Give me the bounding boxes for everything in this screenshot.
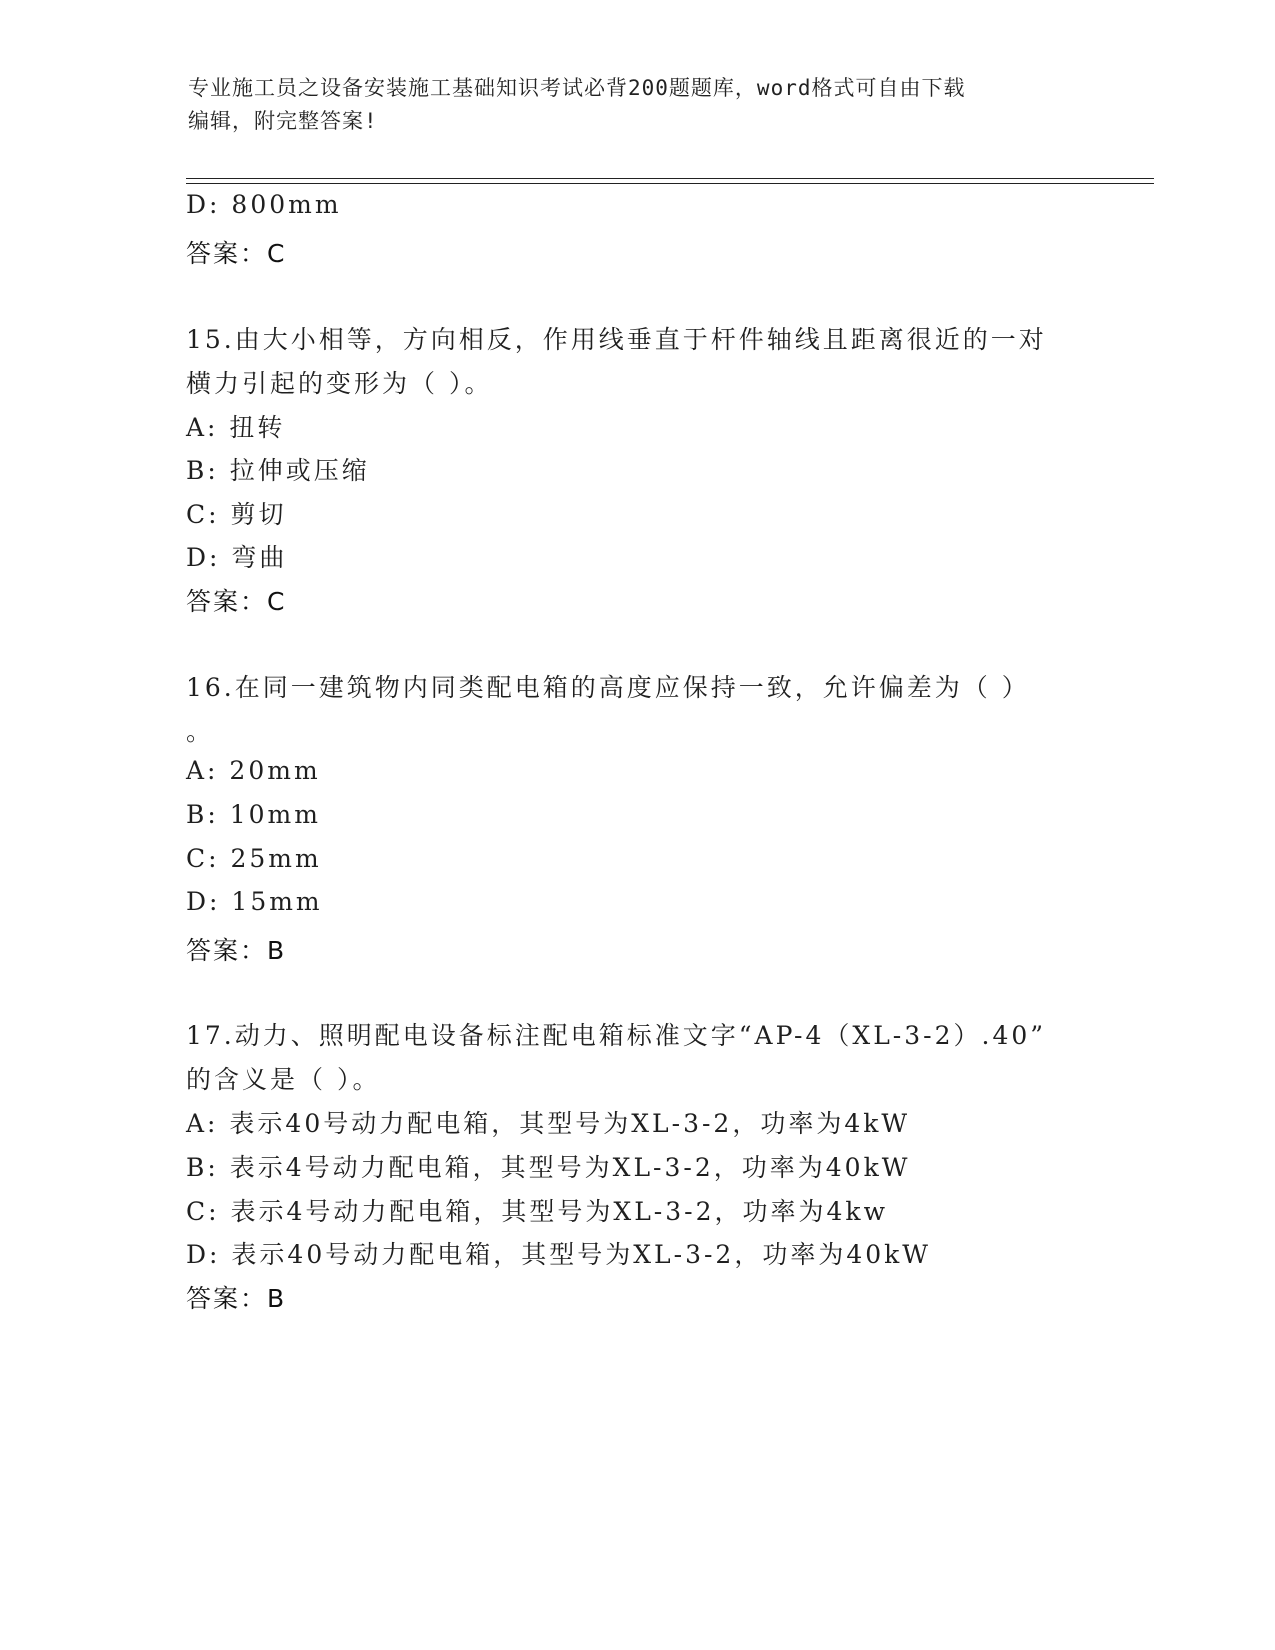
q15-stem-line-2: 横力引起的变形为（ ）。	[186, 369, 493, 398]
q16-option-b: B: 10mm	[186, 800, 321, 829]
q17-answer: 答案：B	[186, 1284, 287, 1313]
q15-stem-line-1: 15.由大小相等，方向相反，作用线垂直于杆件轴线且距离很近的一对	[186, 325, 1047, 354]
q17-option-d: D: 表示40号动力配电箱，其型号为XL-3-2，功率为40kW	[186, 1240, 931, 1269]
q16-stem-line-2: 。	[186, 717, 215, 746]
header-title-line-2: 编辑，附完整答案!	[188, 109, 378, 133]
q15-answer: 答案：C	[186, 587, 287, 616]
q17-option-a: A: 表示40号动力配电箱，其型号为XL-3-2，功率为4kW	[186, 1109, 911, 1138]
q15-option-a: A: 扭转	[186, 413, 286, 442]
q15-option-c: C: 剪切	[186, 500, 287, 529]
q14-answer: 答案：C	[186, 239, 287, 268]
q15-option-d: D: 弯曲	[186, 543, 288, 572]
q16-option-c: C: 25mm	[186, 844, 322, 873]
header-title-line-1: 专业施工员之设备安装施工基础知识考试必背200题题库，word格式可自由下载	[188, 76, 966, 100]
header-divider-top	[186, 178, 1154, 179]
q17-stem-line-2: 的含义是（ ）。	[186, 1065, 381, 1094]
q14-option-d: D: 800mm	[186, 190, 342, 219]
q16-answer: 答案：B	[186, 936, 287, 965]
q17-stem-line-1: 17.动力、照明配电设备标注配电箱标准文字“AP-4（XL-3-2）.40”	[186, 1021, 1047, 1050]
q16-option-d: D: 15mm	[186, 887, 323, 916]
q17-option-b: B: 表示4号动力配电箱，其型号为XL-3-2，功率为40kW	[186, 1153, 911, 1182]
q16-option-a: A: 20mm	[186, 756, 321, 785]
q15-option-b: B: 拉伸或压缩	[186, 456, 370, 485]
q16-stem-line-1: 16.在同一建筑物内同类配电箱的高度应保持一致，允许偏差为（ ）	[186, 673, 1030, 702]
header-divider-bottom	[186, 183, 1154, 184]
document-header	[188, 72, 1068, 138]
q17-option-c: C: 表示4号动力配电箱，其型号为XL-3-2，功率为4kw	[186, 1197, 888, 1226]
